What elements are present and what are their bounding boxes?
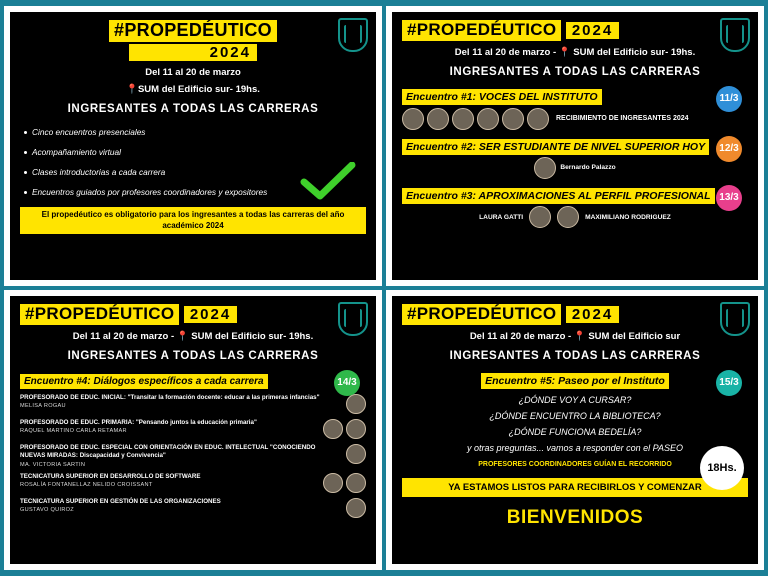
avatar	[534, 157, 556, 179]
encounter-2	[402, 137, 748, 179]
avatar	[323, 419, 343, 439]
list-item: Encuentros guiados por profesores coordinadores y expositores	[24, 187, 366, 197]
avatar	[529, 206, 551, 228]
poster-2-content	[392, 12, 758, 280]
date-badge: 11/3	[716, 86, 742, 112]
avatar	[557, 206, 579, 228]
heading-ingresantes: INGRESANTES A TODAS LAS CARRERAS	[449, 65, 701, 78]
program-row	[20, 473, 366, 493]
green-checkmark-icon	[300, 162, 356, 202]
poster-4-content	[392, 296, 758, 564]
page-title: #PROPEDÉUTICO	[20, 304, 179, 325]
program-title: TECNICATURA SUPERIOR EN DESARROLLO DE SOFTWARE	[20, 472, 201, 480]
avatar	[452, 108, 474, 130]
location-pin-icon: 📍	[573, 330, 586, 342]
question-line: ¿DÓNDE VOY A CURSAR?	[518, 394, 632, 405]
encounter-3	[402, 186, 748, 228]
avatar	[477, 108, 499, 130]
poster-card-3	[4, 290, 382, 570]
date-badge: 14/3	[334, 370, 360, 396]
program-names: MELISA ROGAU	[20, 403, 66, 410]
encounter-label: Encuentro #4: Diálogos específicos a cada carrera	[20, 374, 268, 390]
program-avatars	[323, 473, 366, 493]
program-title: PROFESORADO DE EDUC. INICIAL: "Transitar la formación docente: educar a las primeras infancias"	[20, 394, 320, 402]
ready-banner: YA ESTAMOS LISTOS PARA RECIBIRLOS Y COMENZAR	[402, 478, 748, 497]
avatar	[346, 444, 366, 464]
place-text: SUM del Edificio sur	[588, 330, 681, 342]
program-names: GUSTAVO QUIROZ	[20, 507, 75, 514]
program-title: TECNICATURA SUPERIOR EN GESTIÓN DE LAS ORGANIZACIONES	[20, 497, 221, 505]
avatar	[402, 108, 424, 130]
year-label: 2024	[129, 44, 257, 61]
speaker-row	[402, 157, 748, 179]
speaker-name: LAURA GATTI	[479, 213, 524, 221]
program-avatars	[346, 444, 366, 464]
date-place-line	[402, 47, 748, 58]
date-text: Del 11 al 20 de marzo -	[469, 330, 572, 342]
welcome-text: BIENVENIDOS	[506, 506, 644, 528]
poster-1-title-block	[20, 20, 366, 61]
speaker-avatars	[402, 108, 748, 130]
location-pin-icon: 📍	[176, 330, 189, 342]
heading-ingresantes: INGRESANTES A TODAS LAS CARRERAS	[449, 349, 701, 362]
page-title: #PROPEDÉUTICO	[402, 304, 561, 325]
year-label: 2024	[184, 306, 237, 323]
question-line: y otras preguntas... vamos a responder con el PASEO	[467, 442, 683, 453]
heading-ingresantes: INGRESANTES A TODAS LAS CARRERAS	[67, 349, 319, 362]
avatar	[346, 498, 366, 518]
institute-logo-icon	[720, 302, 750, 336]
program-title: PROFESORADO DE EDUC. ESPECIAL CON ORIENTACIÓN EN EDUC. INTELECTUAL "CONOCIENDO NUEVAS MIRADAS: Discapacidad y Convivencia"	[20, 444, 316, 460]
poster-4-title-block	[402, 304, 748, 325]
date-line: Del 11 al 20 de marzo	[145, 66, 241, 78]
location-pin-icon: 📍	[558, 46, 571, 58]
question-line: ¿DÓNDE ENCUENTRO LA BIBLIOTECA?	[489, 410, 661, 421]
encounter-label: Encuentro #2: SER ESTUDIANTE DE NIVEL SUPERIOR HOY	[402, 139, 709, 155]
list-item: Cinco encuentros presenciales	[24, 127, 366, 137]
date-text: Del 11 al 20 de marzo -	[454, 46, 557, 58]
poster-card-1	[4, 6, 382, 286]
date-badge: 13/3	[716, 185, 742, 211]
program-names: MA. VICTORIA SARTIN	[20, 461, 86, 468]
poster-1-content	[10, 12, 376, 280]
encounter-label: Encuentro #5: Paseo por el Instituto	[481, 373, 669, 389]
encounter-4	[20, 371, 366, 390]
encounter-label: Encuentro #3: APROXIMACIONES AL PERFIL PROFESIONAL	[402, 188, 715, 204]
date-badge: 12/3	[716, 136, 742, 162]
program-names: ROSALÍA FONTANELLAZ NELIDO CROISSANT	[20, 482, 153, 489]
page-title: #PROPEDÉUTICO	[402, 20, 561, 41]
coordinators-note: PROFESORES COORDINADORES GUÍAN EL RECORRIDO	[478, 460, 672, 468]
heading-ingresantes: INGRESANTES A TODAS LAS CARRERAS	[67, 102, 319, 115]
list-item: Clases introductorias a cada carrera	[24, 167, 366, 177]
encounter-note: RECIBIMIENTO DE INGRESANTES 2024	[556, 115, 689, 123]
program-avatars	[323, 419, 366, 439]
year-label: 2024	[566, 306, 619, 323]
avatar	[346, 473, 366, 493]
question-line: ¿DÓNDE FUNCIONA BEDELÍA?	[508, 426, 642, 437]
speaker-name: MAXIMILIANO RODRIGUEZ	[585, 213, 671, 221]
location-pin-icon: 📍	[126, 83, 138, 95]
place-text: SUM del Edificio sur- 19hs.	[573, 46, 696, 58]
program-row	[20, 498, 366, 518]
poster-3-title-block	[20, 304, 366, 325]
date-badge: 15/3	[716, 370, 742, 396]
place-line	[20, 84, 366, 95]
encounter-1	[402, 87, 748, 130]
place-text: SUM del Edificio sur- 19hs.	[191, 330, 314, 342]
institute-logo-icon	[338, 302, 368, 336]
avatar	[502, 108, 524, 130]
poster-3-content	[10, 296, 376, 564]
encounter-label: Encuentro #1: VOCES DEL INSTITUTO	[402, 89, 602, 105]
program-avatars	[346, 498, 366, 518]
encounter-5	[402, 371, 748, 389]
program-row	[20, 394, 366, 414]
poster-card-4	[386, 290, 764, 570]
date-text: Del 11 al 20 de marzo -	[72, 330, 175, 342]
obligatory-notice: El propedéutico es obligatorio para los ingresantes a todas las carreras del año académico 2024	[20, 207, 366, 235]
avatar	[346, 394, 366, 414]
program-row	[20, 444, 366, 468]
speaker-name: Bernardo Palazzo	[560, 164, 616, 172]
year-label: 2024	[566, 22, 619, 39]
speaker-row	[402, 206, 748, 228]
institute-logo-icon	[720, 18, 750, 52]
avatar	[323, 473, 343, 493]
hours-badge: 18Hs.	[700, 446, 744, 490]
program-avatars	[346, 394, 366, 414]
poster-2-title-block	[402, 20, 748, 41]
avatar	[527, 108, 549, 130]
poster-card-2	[386, 6, 764, 286]
avatar	[346, 419, 366, 439]
program-names: RAQUEL MARTINO CARLA RETAMAR	[20, 428, 127, 435]
program-row	[20, 419, 366, 439]
program-title: PROFESORADO DE EDUC. PRIMARIA: "Pensando juntos la educación primaria"	[20, 419, 257, 427]
list-item: Acompañamiento virtual	[24, 147, 366, 157]
place-text: SUM del Edificio sur- 19hs.	[137, 83, 260, 95]
page-title: #PROPEDÉUTICO	[109, 20, 277, 42]
date-place-line	[20, 331, 366, 342]
institute-logo-icon	[338, 18, 368, 52]
date-place-line	[402, 331, 748, 342]
avatar	[427, 108, 449, 130]
